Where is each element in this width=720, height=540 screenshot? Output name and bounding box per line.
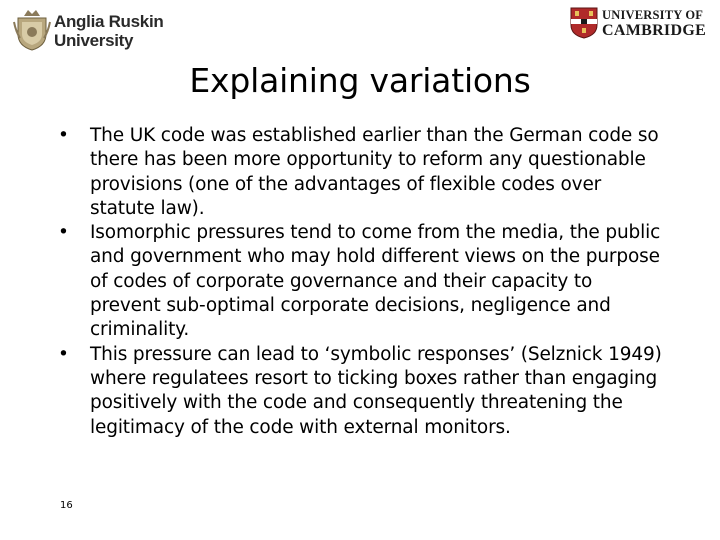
university-of-cambridge-logo — [570, 7, 712, 41]
bullet-item: • This pressure can lead to ‘symbolic responses’ (Selznick 1949) where regulatees resort to ticking boxes rather than engaging positively with the code and consequently threatening the legitimacy of the code with external monitors. — [56, 343, 666, 440]
slide-title: Explaining variations — [189, 61, 531, 100]
bullet-item: • The UK code was established earlier than the German code so there has been more opportunity to reform any questionable provisions (one of the advantages of flexible codes over statute law). — [56, 124, 666, 221]
aru-crest-icon — [12, 8, 52, 52]
cambridge-shield-icon — [570, 7, 598, 39]
cambridge-wordmark — [602, 8, 706, 40]
bullet-list — [56, 124, 666, 440]
cambridge-wordmark-line1: UNIVERSITY OF — [602, 8, 704, 22]
anglia-ruskin-logo — [8, 6, 164, 52]
bullet-item: • Isomorphic pressures tend to come from the media, the public and government who may hold different views on the purpose of codes of corporate governance and their capacity to prevent sub-optimal corporate decisions, negligence and criminality. — [56, 221, 666, 342]
aru-wordmark-line2: University — [54, 31, 134, 50]
page-number: 16 — [60, 500, 73, 511]
cambridge-wordmark-line2: CAMBRIDGE — [602, 22, 707, 39]
aru-wordmark-line1: Anglia Ruskin — [54, 12, 164, 31]
aru-wordmark — [54, 12, 163, 50]
